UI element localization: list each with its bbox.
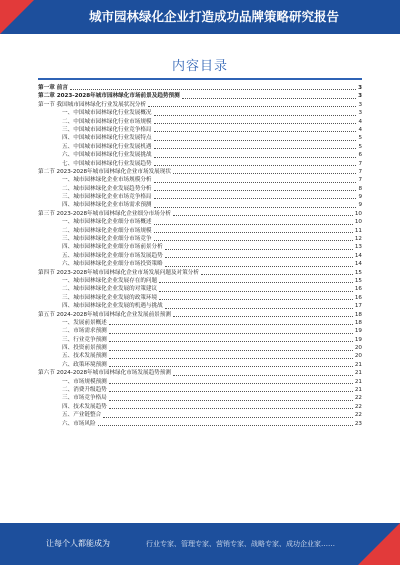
table-of-contents [38,84,362,428]
toc-entry-text: 一、城市园林绿化企业发展存在的问题 [62,277,158,284]
toc-leader-dots [154,190,357,191]
toc-page-number: 7 [358,168,362,175]
toc-leader-dots [109,366,353,367]
toc-entry-text: 第一节 我国城市园林绿化行业发展状况分析 [38,101,147,108]
toc-entry-text: 四、投资前景预测 [62,345,107,352]
toc-entry-text: 一、城市园林绿化企业细分市场概述 [62,219,152,226]
toc-leader-dots [165,249,353,250]
toc-leader-dots [109,358,353,359]
toc-entry-text: 二、城市园林绿化企业发展趋势分析 [62,185,152,192]
toc-entry-text: 三、市场竞争格局 [62,395,107,402]
toc-page-number: 22 [354,412,362,419]
toc-entry-text: 二、市场需求预测 [62,328,107,335]
toc-leader-dots [109,333,353,334]
toc-page-number: 7 [358,160,362,167]
toc-entry-text: 六、市场风险 [62,420,96,427]
toc-leader-dots [154,115,357,116]
toc-entry[interactable] [38,311,362,319]
toc-page-number: 21 [354,370,362,377]
toc-leader-dots [173,316,353,317]
toc-entry-text: 第二节 2023-2028年城市园林绿化企业市场发展现状 [38,168,171,175]
footer-red-accent [358,523,400,565]
toc-page-number: 21 [354,361,362,368]
toc-page-number: 10 [354,219,362,226]
footer-roles: 行业专家、管理专家、营销专家、战略专家、成功企业家…… [146,540,335,548]
toc-entry-text: 四、城市园林绿化企业发展的机遇与挑战 [62,303,163,310]
toc-entry[interactable] [38,101,362,109]
toc-entry[interactable] [38,378,362,386]
header-bar [0,0,400,34]
toc-entry-text: 第三节 2023-2028年城市园林绿化企业细分市场分析 [38,210,171,217]
toc-entry[interactable] [38,201,362,209]
toc-leader-dots [70,89,356,90]
toc-entry-text: 六、中国城市园林绿化行业发展挑战 [62,152,152,159]
toc-entry[interactable] [38,126,362,134]
toc-page-number: 21 [354,378,362,385]
toc-page-number: 15 [354,277,362,284]
toc-entry[interactable] [38,277,362,285]
toc-page-number: 10 [354,210,362,217]
toc-leader-dots [173,215,353,216]
toc-entry[interactable] [38,394,362,402]
toc-page-number: 3 [358,84,362,91]
toc-entry-text: 三、中国城市园林绿化行业竞争格局 [62,126,152,133]
toc-page-number: 9 [358,202,362,209]
toc-entry-text: 六、城市园林绿化企业细分市场投资策略 [62,261,163,268]
toc-entry[interactable] [38,176,362,184]
toc-entry-text: 第六节 2024-2028年城市园林绿化市场发展趋势预测 [38,370,171,377]
toc-entry-text: 四、技术发展趋势 [62,403,107,410]
toc-entry[interactable] [38,285,362,293]
toc-leader-dots [154,232,353,233]
toc-entry-text: 三、城市园林绿化企业发展的政策环境 [62,294,158,301]
toc-entry[interactable] [38,252,362,260]
toc-page-number: 5 [358,143,362,150]
toc-entry[interactable] [38,403,362,411]
toc-page-number: 9 [358,194,362,201]
toc-leader-dots [159,291,353,292]
toc-divider [38,78,362,80]
toc-page-number: 22 [354,403,362,410]
toc-leader-dots [154,148,357,149]
toc-leader-dots [103,417,353,418]
toc-entry[interactable] [38,143,362,151]
toc-page-number: 3 [358,110,362,117]
toc-leader-dots [165,308,353,309]
toc-page-number: 17 [354,303,362,310]
toc-page-number: 7 [358,177,362,184]
toc-entry[interactable] [38,420,362,428]
toc-leader-dots [201,274,353,275]
toc-entry[interactable] [38,109,362,117]
toc-entry[interactable] [38,118,362,126]
toc-page-number: 14 [354,252,362,259]
toc-entry[interactable] [38,386,362,394]
toc-entry-text: 四、城市园林绿化企业市场需求预测 [62,202,152,209]
toc-page-number: 15 [354,269,362,276]
toc-entry[interactable] [38,227,362,235]
toc-entry-text: 第一章 前言 [38,84,68,91]
toc-entry-text: 七、中国城市园林绿化行业发展趋势 [62,160,152,167]
toc-leader-dots [154,123,357,124]
toc-entry[interactable] [38,210,362,218]
toc-entry[interactable] [38,369,362,377]
toc-entry[interactable] [38,336,362,344]
toc-leader-dots [109,341,353,342]
toc-leader-dots [154,182,357,183]
toc-entry[interactable] [38,302,362,310]
toc-entry[interactable] [38,243,362,251]
toc-entry-text: 二、中国城市园林绿化行业市场规模 [62,118,152,125]
toc-entry-text: 三、行业竞争预测 [62,336,107,343]
toc-entry-text: 三、城市园林绿化企业市场竞争格局 [62,194,152,201]
toc-page-number: 4 [358,118,362,125]
toc-entry[interactable] [38,260,362,268]
toc-page-number: 5 [358,135,362,142]
toc-leader-dots [154,131,357,132]
toc-entry-text: 四、城市园林绿化企业细分市场前景分析 [62,244,163,251]
toc-leader-dots [109,383,353,384]
toc-leader-dots [165,257,353,258]
toc-leader-dots [173,173,356,174]
footer-slogan: 让每个人都能成为 [46,539,110,548]
toc-leader-dots [154,198,357,199]
toc-page-number: 4 [358,126,362,133]
toc-entry-text: 六、政策环境预测 [62,361,107,368]
toc-page-number: 22 [354,395,362,402]
toc-entry-text: 二、城市园林绿化企业发展的对策建议 [62,286,158,293]
toc-page-number: 19 [354,328,362,335]
toc-entry[interactable] [38,160,362,168]
toc-entry[interactable] [38,168,362,176]
toc-entry-text: 五、中国城市园林绿化行业发展机遇 [62,143,152,150]
toc-leader-dots [154,165,357,166]
toc-entry-text: 一、城市园林绿化企业市场规模分析 [62,177,152,184]
toc-entry[interactable] [38,327,362,335]
toc-entry[interactable] [38,134,362,142]
toc-leader-dots [154,140,357,141]
toc-entry[interactable] [38,353,362,361]
toc-leader-dots [159,299,353,300]
toc-page-number: 21 [354,387,362,394]
toc-page-number: 14 [354,261,362,268]
toc-page-number: 3 [358,93,362,100]
toc-entry[interactable] [38,294,362,302]
header-red-accent [0,0,34,34]
toc-entry-text: 第四节 2023-2028年城市园林绿化企业市场发展问题及对策分析 [38,269,199,276]
toc-page-number: 20 [354,345,362,352]
toc-page-number: 18 [354,311,362,318]
toc-leader-dots [154,240,353,241]
toc-entry[interactable] [38,185,362,193]
toc-page-number: 16 [354,294,362,301]
toc-leader-dots [182,98,356,99]
toc-leader-dots [109,400,353,401]
toc-entry-text: 二、城市园林绿化企业细分市场规模 [62,227,152,234]
toc-entry[interactable] [38,92,362,100]
toc-entry-text: 一、中国城市园林绿化行业发展概况 [62,110,152,117]
toc-entry-text: 五、产业链整合 [62,412,102,419]
toc-entry-text: 一、市场规模预测 [62,378,107,385]
toc-entry[interactable] [38,84,362,92]
toc-entry[interactable] [38,344,362,352]
toc-leader-dots [148,106,356,107]
toc-page-number: 18 [354,319,362,326]
toc-entry[interactable] [38,269,362,277]
toc-leader-dots [165,266,353,267]
toc-entry-text: 二、消费升级趋势 [62,387,107,394]
toc-leader-dots [154,207,357,208]
toc-leader-dots [98,425,353,426]
toc-leader-dots [109,408,353,409]
toc-entry-text: 第二章 2023-2028年城市园林绿化市场前景及趋势预测 [38,93,180,100]
toc-entry-text: 五、技术发展预测 [62,353,107,360]
toc-page-number: 13 [354,244,362,251]
toc-leader-dots [109,350,353,351]
report-title: 城市园林绿化企业打造成功品牌策略研究报告 [88,9,339,24]
toc-leader-dots [159,282,353,283]
toc-entry-text: 三、城市园林绿化企业细分市场竞争 [62,236,152,243]
toc-leader-dots [109,324,353,325]
toc-page-number: 12 [354,236,362,243]
toc-entry-text: 四、中国城市园林绿化行业发展特点 [62,135,152,142]
toc-page-number: 20 [354,353,362,360]
toc-entry-text: 一、发展前景概述 [62,319,107,326]
toc-entry[interactable] [38,411,362,419]
toc-page-number: 3 [358,101,362,108]
toc-page-number: 23 [354,420,362,427]
toc-leader-dots [173,375,353,376]
toc-leader-dots [109,391,353,392]
toc-page-number: 11 [354,227,362,234]
toc-entry[interactable] [38,361,362,369]
toc-page-number: 16 [354,286,362,293]
toc-entry-text: 第五节 2024-2028年城市园林绿化企业发展前景预测 [38,311,171,318]
toc-leader-dots [154,224,353,225]
toc-entry[interactable] [38,319,362,327]
footer-bar [0,523,400,565]
toc-leader-dots [154,157,357,158]
toc-page-number: 6 [358,152,362,159]
toc-entry[interactable] [38,151,362,159]
toc-entry[interactable] [38,218,362,226]
toc-heading: 内容目录 [171,59,228,74]
toc-entry[interactable] [38,193,362,201]
toc-page-number: 8 [358,185,362,192]
toc-entry-text: 五、城市园林绿化企业细分市场发展趋势 [62,252,163,259]
toc-entry[interactable] [38,235,362,243]
toc-page-number: 19 [354,336,362,343]
